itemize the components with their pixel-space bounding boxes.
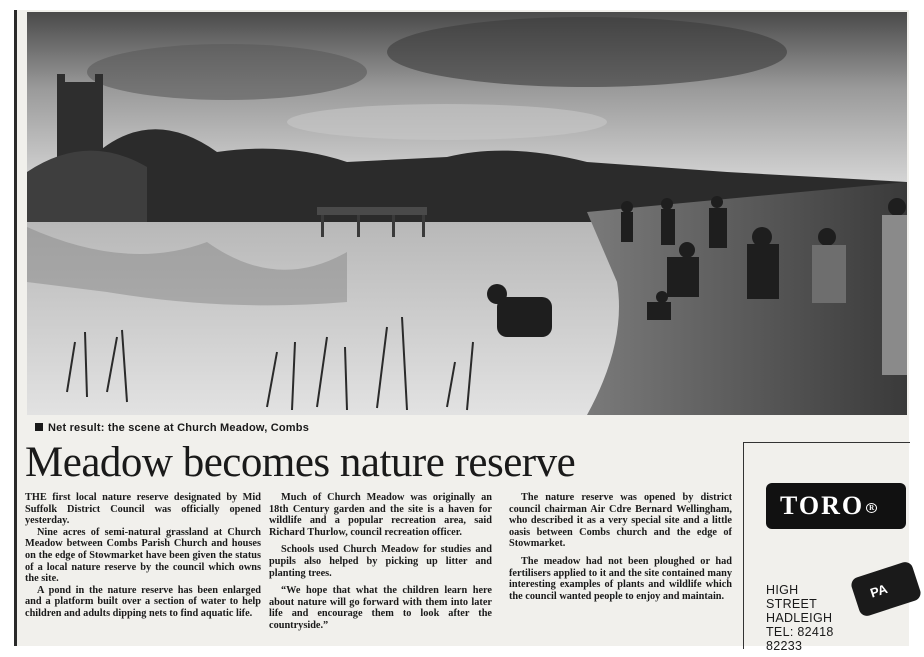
meadow-photo xyxy=(27,12,907,415)
paragraph: Much of Church Meadow was originally an 18th Century garden and the site is a haven for wildlife and a popular recreation area, said Richard Thurlow, council recreation officer. xyxy=(269,492,492,538)
caption-text: Net result: the scene at Church Meadow, Combs xyxy=(48,422,310,434)
paragraph: The meadow had not been ploughed or had fertilisers applied to it and the site contained many interesting examples of plants and wildlife which the council wanted people to enjoy and maintain. xyxy=(509,555,732,602)
advertisement xyxy=(743,442,910,653)
article-column-1 xyxy=(25,492,261,620)
registered-mark-icon: R xyxy=(866,503,877,513)
paragraph: THE first local nature reserve designated by Mid Suffolk District Council was officially opened yesterday. xyxy=(25,492,261,527)
photo-image xyxy=(27,12,907,415)
caption-bullet-icon xyxy=(35,423,43,431)
paragraph: Nine acres of semi-natural grassland at Church Meadow between Combs Parish Church and houses on the edge of Stowmarket have been given the status of a local nature reserve by the council which owns the site. xyxy=(25,526,261,585)
badge-logo: PA xyxy=(849,560,922,618)
article-column-2 xyxy=(269,492,492,638)
brand-name: TORO xyxy=(780,491,865,520)
paragraph: A pond in the nature reserve has been enlarged and a platform built over a section of water to help children and adults dipping nets to find aquatic life. xyxy=(25,584,261,619)
newspaper-clipping xyxy=(14,10,909,653)
article-column-3 xyxy=(509,492,732,608)
headline: Meadow becomes nature reserve xyxy=(25,439,576,486)
paragraph: The nature reserve was opened by district council chairman Air Cdre Bernard Wellingham, who described it as a very special site and a little oasis between Combs church and the edge of Stowmarket. xyxy=(509,492,732,550)
advert-address: HIGH STREET HADLEIGH TEL: 82418 82233 xyxy=(766,583,834,653)
toro-logo xyxy=(766,483,906,529)
paragraph: “We hope that what the children learn here about nature will go forward with them into later life and encourage them to look after the countryside.” xyxy=(269,585,492,631)
photo-caption xyxy=(35,422,309,434)
paragraph: Schools used Church Meadow for studies and pupils also helped by picking up litter and planting trees. xyxy=(269,544,492,579)
